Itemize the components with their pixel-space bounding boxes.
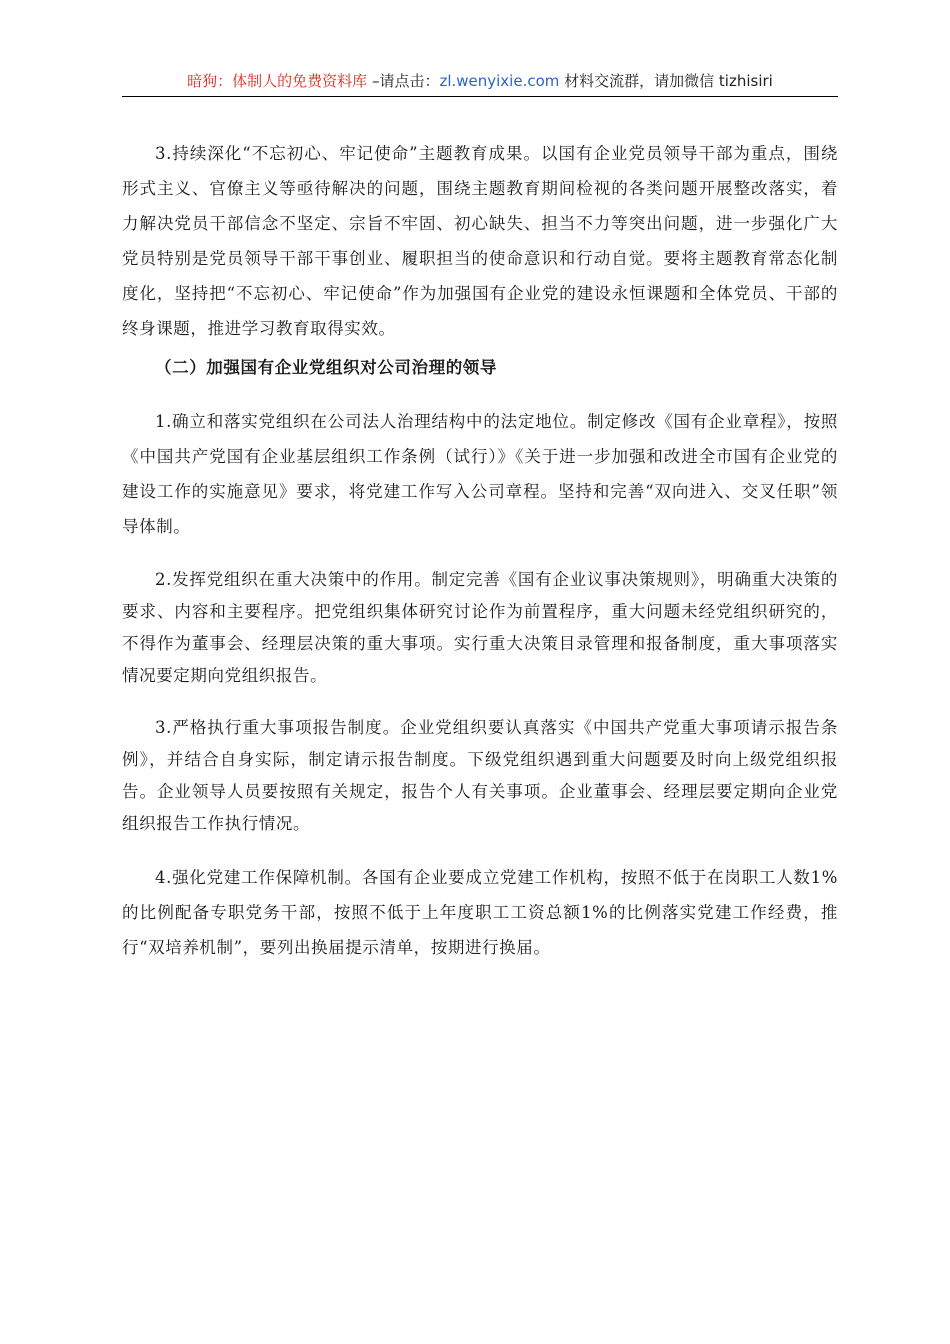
header-prompt: –请点击： bbox=[367, 72, 440, 90]
paragraph-legal-status: 1.确立和落实党组织在公司法人治理结构中的法定地位。制定修改《国有企业章程》，按照《中国共产党国有企业基层组织工作条例（试行）》《关于进一步加强和改进全市国有企业党的建设工作的实施意见》要求，将党建工作写入公司章程。坚持和完善“双向进入、交叉任职”领导体制。 bbox=[122, 412, 838, 536]
section-heading: （二）加强国有企业党组织对公司治理的领导 bbox=[155, 358, 497, 377]
header-brand: 暗狗：体制人的免费资料库 bbox=[187, 72, 368, 90]
page-header bbox=[122, 68, 838, 94]
header-link[interactable]: zl.wenyixie.com bbox=[439, 72, 560, 90]
paragraph-reporting-system: 3.严格执行重大事项报告制度。企业党组织要认真落实《中国共产党重大事项请示报告条例》，并结合自身实际，制定请示报告制度。下级党组织遇到重大问题要及时向上级党组织报告。企业领导人员要按照有关规定，报告个人有关事项。企业董事会、经理层要定期向企业党组织报告工作执行情况。 bbox=[122, 718, 838, 833]
paragraph-safeguard-mechanism: 4.强化党建工作保障机制。各国有企业要成立党建工作机构，按照不低于在岗职工人数1%的比例配备专职党务干部，按照不低于上年度职工工资总额1%的比例落实党建工作经费，推行“双培养机制”，要列出换届提示清单，按期进行换届。 bbox=[122, 868, 838, 957]
header-contact: 材料交流群，请加微信 tizhisiri bbox=[559, 72, 773, 90]
document-body bbox=[122, 136, 838, 965]
header-divider bbox=[122, 96, 838, 97]
paragraph-theme-education: 3.持续深化“不忘初心、牢记使命”主题教育成果。以国有企业党员领导干部为重点，围绕形式主义、官僚主义等亟待解决的问题，围绕主题教育期间检视的各类问题开展整改落实，着力解决党员干部信念不坚定、宗旨不牢固、初心缺失、担当不力等突出问题，进一步强化广大党员特别是党员领导干部干事创业、履职担当的使命意识和行动自觉。要将主题教育常态化制度化，坚持把“不忘初心、牢记使命”作为加强国有企业党的建设永恒课题和全体党员、干部的终身课题，推进学习教育取得实效。 bbox=[122, 144, 838, 338]
paragraph-major-decisions: 2.发挥党组织在重大决策中的作用。制定完善《国有企业议事决策规则》，明确重大决策的要求、内容和主要程序。把党组织集体研究讨论作为前置程序，重大问题未经党组织研究的，不得作为董事会、经理层决策的重大事项。实行重大决策目录管理和报备制度，重大事项落实情况要定期向党组织报告。 bbox=[122, 570, 838, 685]
